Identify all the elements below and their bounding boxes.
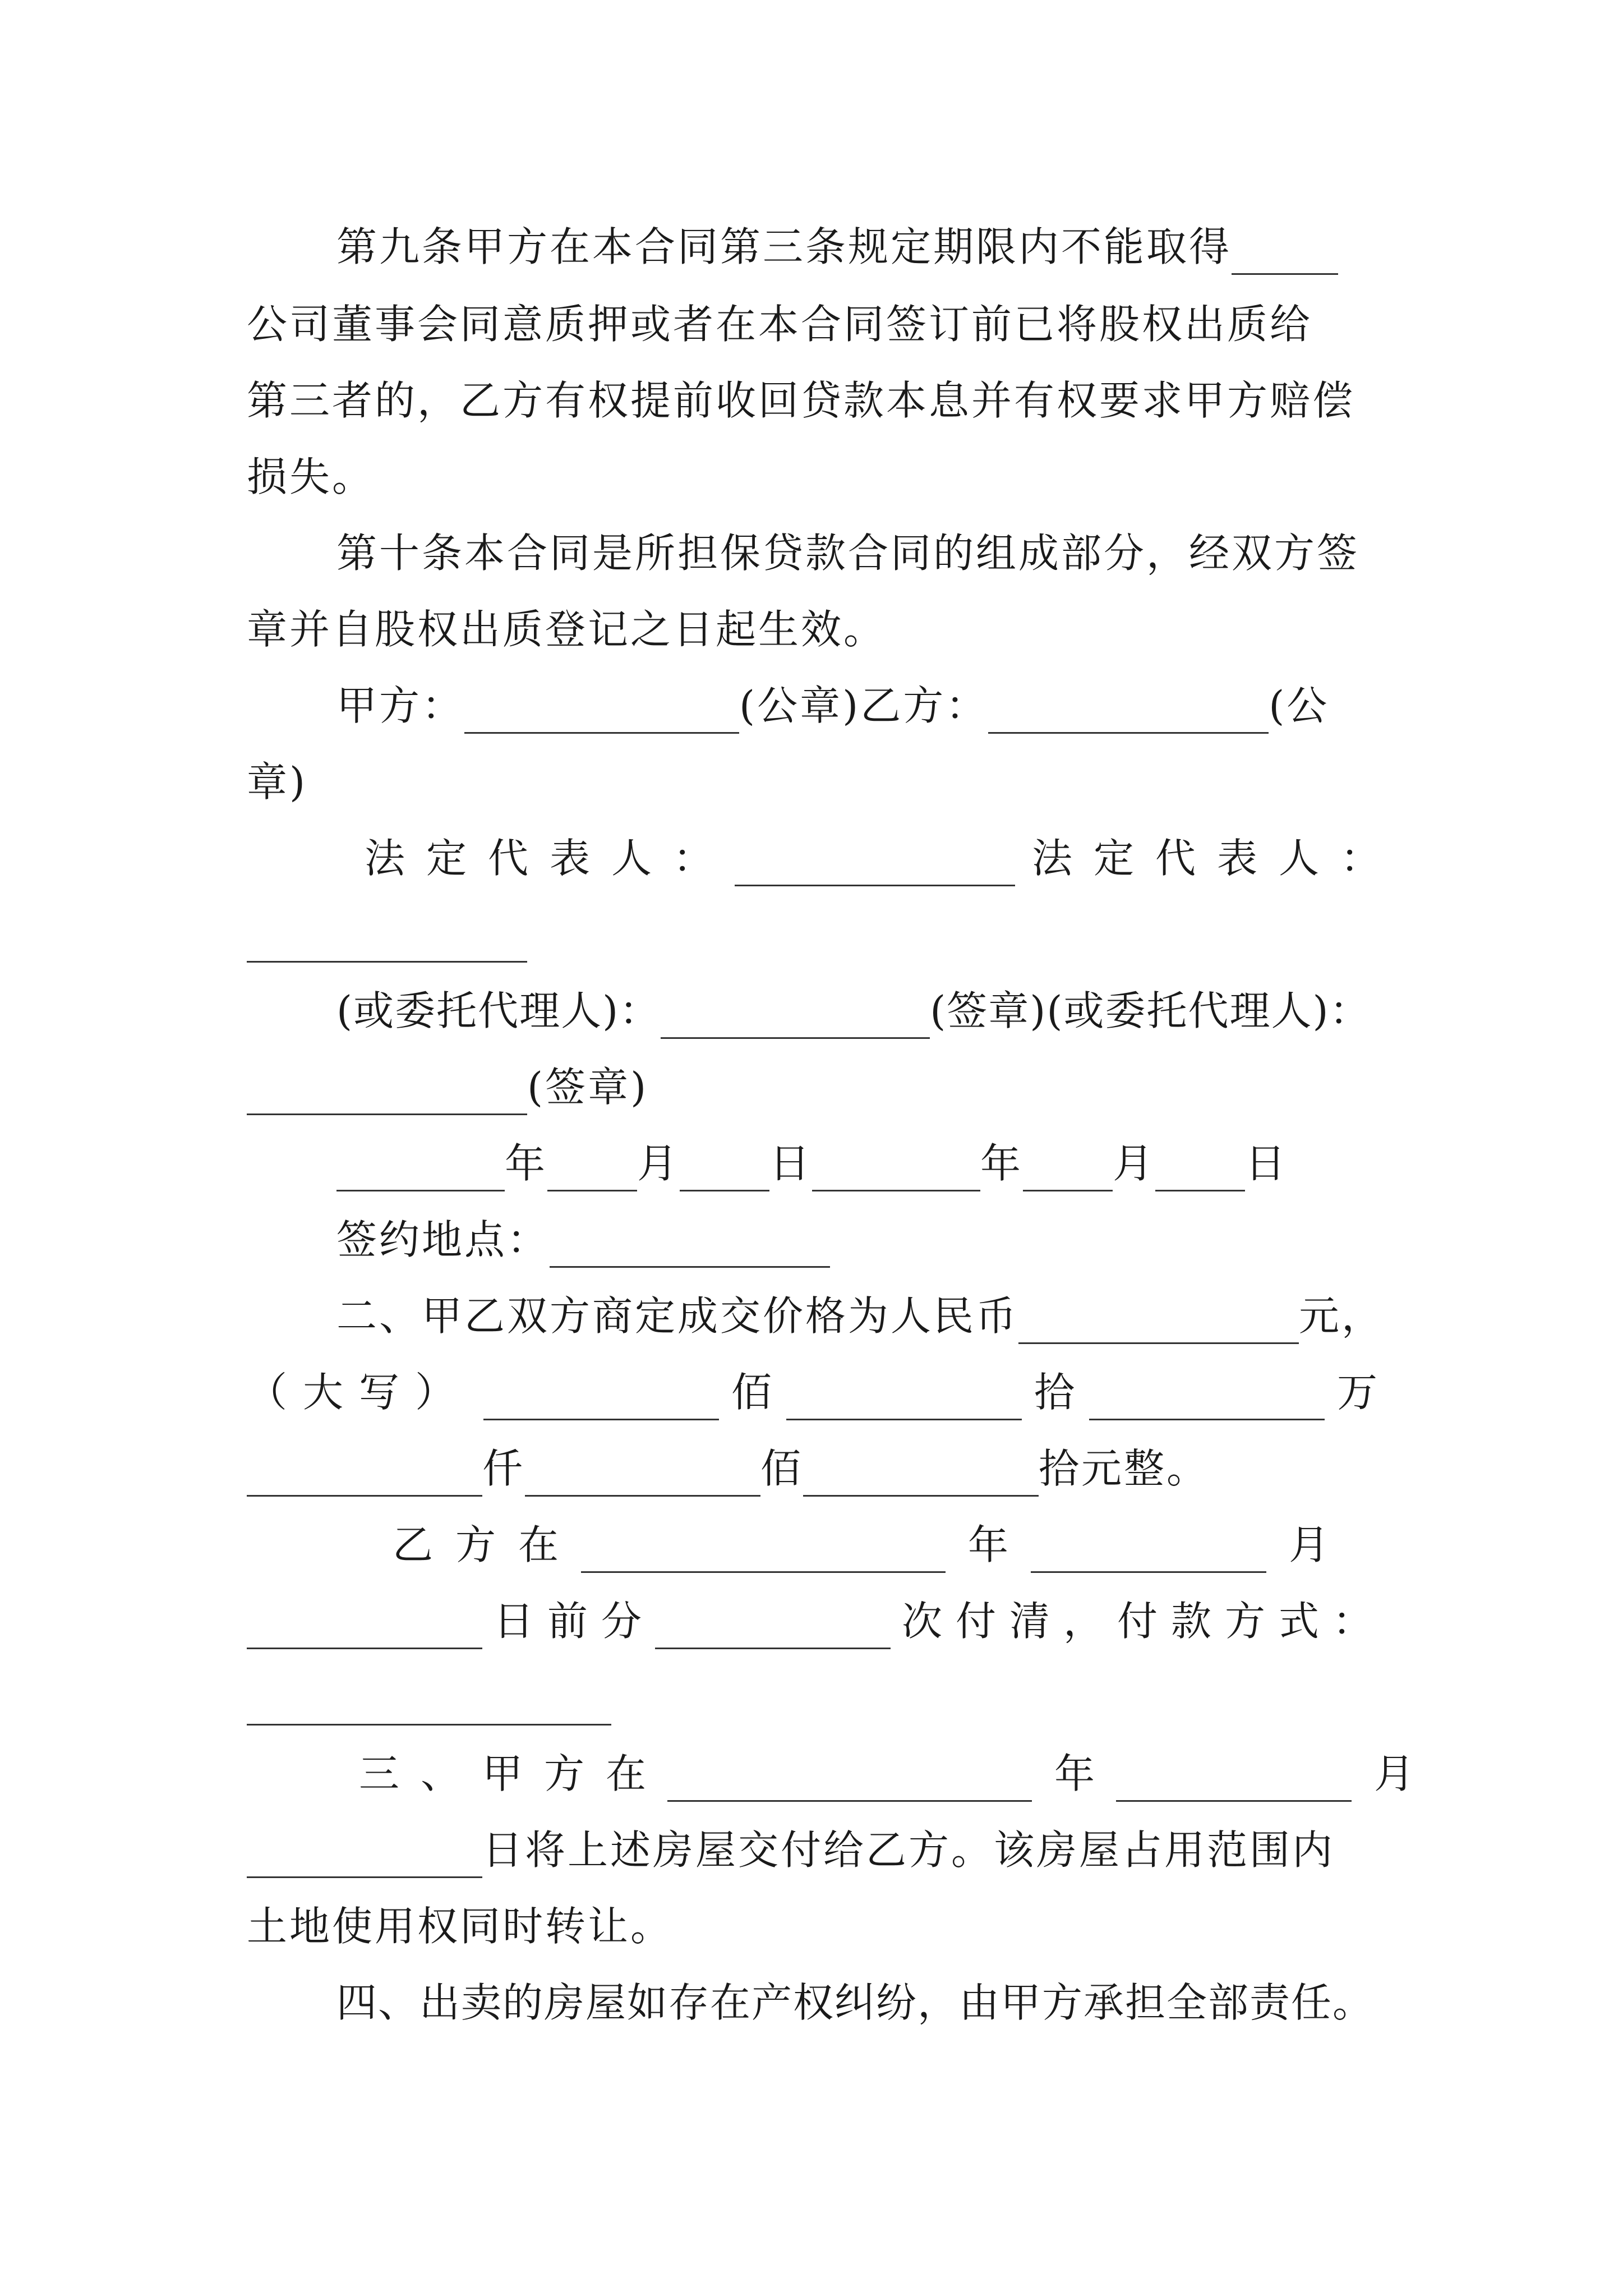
article9-line2	[247, 296, 1380, 352]
agent-line-cont	[247, 1059, 1380, 1115]
clause4-text1: 四、出卖的房屋如存在产权纠纷，由甲方承担全部责任。	[336, 1979, 1375, 2026]
blank-month-a	[547, 1151, 637, 1191]
clause2-line5	[247, 1593, 1387, 1649]
sign-a: (签章)	[930, 987, 1047, 1034]
blank-pay-year	[581, 1532, 946, 1573]
clause2-daxie: （大写）	[247, 1369, 472, 1416]
blank-month-b	[1023, 1151, 1113, 1191]
article9-text2: 公司董事会同意质押或者在本合同签订前已将股权出质给	[247, 301, 1313, 348]
location-label: 签约地点：	[336, 1216, 550, 1263]
blank-daxie-3	[1089, 1379, 1325, 1420]
year-b: 年	[980, 1140, 1023, 1187]
blank-price	[1018, 1303, 1299, 1344]
day-b: 日	[1245, 1140, 1288, 1187]
clause2-pay-b: 乙方在	[393, 1521, 582, 1568]
article9-line4	[247, 449, 1380, 505]
article10-text1: 第十条本合同是所担保贷款合同的组成部分，经双方签	[336, 530, 1360, 577]
clause3-prefix: 三、甲方在	[359, 1750, 668, 1797]
clause3-line1	[359, 1746, 1436, 1802]
clause2-line2	[247, 1364, 1380, 1420]
clause3-month: 月	[1374, 1750, 1436, 1797]
article9-text3: 第三者的，乙方有权提前收回贷款本息并有权要求甲方赔偿	[247, 377, 1355, 424]
blank-location	[550, 1227, 830, 1268]
legal-rep-b-label: 法定代表人：	[1032, 835, 1403, 882]
month-b: 月	[1113, 1140, 1156, 1187]
clause2-shi: 拾	[1034, 1369, 1077, 1416]
blank-pay-times	[655, 1608, 891, 1649]
clause3-year: 年	[1054, 1750, 1117, 1797]
location-line	[336, 1212, 1469, 1268]
year-a: 年	[505, 1140, 548, 1187]
legal-rep-a-label: 法定代表人：	[365, 835, 735, 882]
blank-legal-rep-b	[247, 922, 527, 963]
month-a: 月	[637, 1140, 680, 1187]
agent-b-label: (或委托代理人)：	[1046, 987, 1371, 1034]
clause3-line3	[247, 1898, 1380, 1954]
agent-line	[336, 983, 1469, 1039]
legal-rep-line	[365, 830, 1403, 886]
sign-b: (签章)	[527, 1064, 649, 1111]
blank-year-a	[336, 1151, 505, 1191]
article10-line1	[336, 525, 1469, 581]
party-line-cont	[247, 754, 1380, 810]
blank-pay-method	[247, 1685, 611, 1726]
article9-text1: 第九条甲方在本合同第三条规定期限内不能取得	[336, 223, 1232, 270]
article9-line1	[336, 219, 1469, 275]
blank-day-a	[680, 1151, 769, 1191]
blank-agent-b	[247, 1074, 527, 1115]
blank-company	[1232, 234, 1338, 275]
clause2-wan: 万	[1336, 1369, 1380, 1416]
clause2-line6	[247, 1669, 1380, 1726]
clause2-pay-year: 年	[968, 1521, 1031, 1568]
blank-daxie-5	[525, 1456, 760, 1497]
party-b-label: 乙方：	[860, 682, 989, 729]
clause2-pay-month: 月	[1289, 1521, 1352, 1568]
blank-deliver-month	[1116, 1761, 1352, 1802]
blank-daxie-1	[483, 1379, 719, 1420]
blank-party-b	[988, 693, 1269, 734]
blank-party-a	[464, 693, 739, 734]
clause2-ri-qian-fen: 日前分	[494, 1598, 656, 1645]
clause2-line1	[336, 1288, 1469, 1344]
blank-agent-a	[661, 998, 930, 1039]
clause4-line1	[336, 1975, 1469, 2031]
article9-line3	[247, 372, 1380, 429]
clause3-text3: 土地使用权同时转让。	[247, 1903, 674, 1950]
clause2-qian: 仟	[482, 1445, 525, 1492]
agent-a-label: (或委托代理人)：	[336, 987, 661, 1034]
blank-deliver-day	[247, 1837, 482, 1878]
article9-text4: 损失。	[247, 453, 375, 500]
article10-line2	[247, 601, 1380, 657]
clause3-line2	[247, 1822, 1380, 1878]
clause2-line3	[247, 1441, 1380, 1497]
blank-pay-day	[247, 1608, 482, 1649]
clause2-bai: 佰	[731, 1369, 774, 1416]
seal-a: (公章)	[739, 682, 861, 729]
blank-daxie-2	[786, 1379, 1022, 1420]
clause2-ci-fu-qing: 次付清，付款方式：	[902, 1598, 1387, 1645]
clause2-line4	[393, 1517, 1380, 1573]
clause2-shi-yuan: 拾元整。	[1039, 1445, 1210, 1492]
blank-year-b	[812, 1151, 980, 1191]
seal-b-part2: 章)	[247, 758, 308, 806]
article10-text2: 章并自股权出质登记之日起生效。	[247, 606, 887, 653]
blank-daxie-6	[803, 1456, 1039, 1497]
date-line	[336, 1135, 1469, 1191]
blank-daxie-4	[247, 1456, 482, 1497]
clause2-bai2: 佰	[760, 1445, 804, 1492]
party-a-label: 甲方：	[336, 682, 465, 729]
blank-legal-rep-a	[735, 845, 1015, 886]
day-a: 日	[769, 1140, 813, 1187]
clause2-yuan: 元，	[1299, 1292, 1385, 1340]
seal-b-part1: (公	[1269, 682, 1330, 729]
party-line	[336, 678, 1469, 734]
clause3-text2: 日将上述房屋交付给乙方。该房屋占用范围内	[482, 1826, 1335, 1874]
blank-deliver-year	[667, 1761, 1032, 1802]
blank-pay-month	[1031, 1532, 1266, 1573]
blank-day-b	[1155, 1151, 1245, 1191]
clause2-text1: 二、甲乙双方商定成交价格为人民币	[336, 1292, 1019, 1340]
legal-rep-blank-line	[247, 907, 1380, 963]
